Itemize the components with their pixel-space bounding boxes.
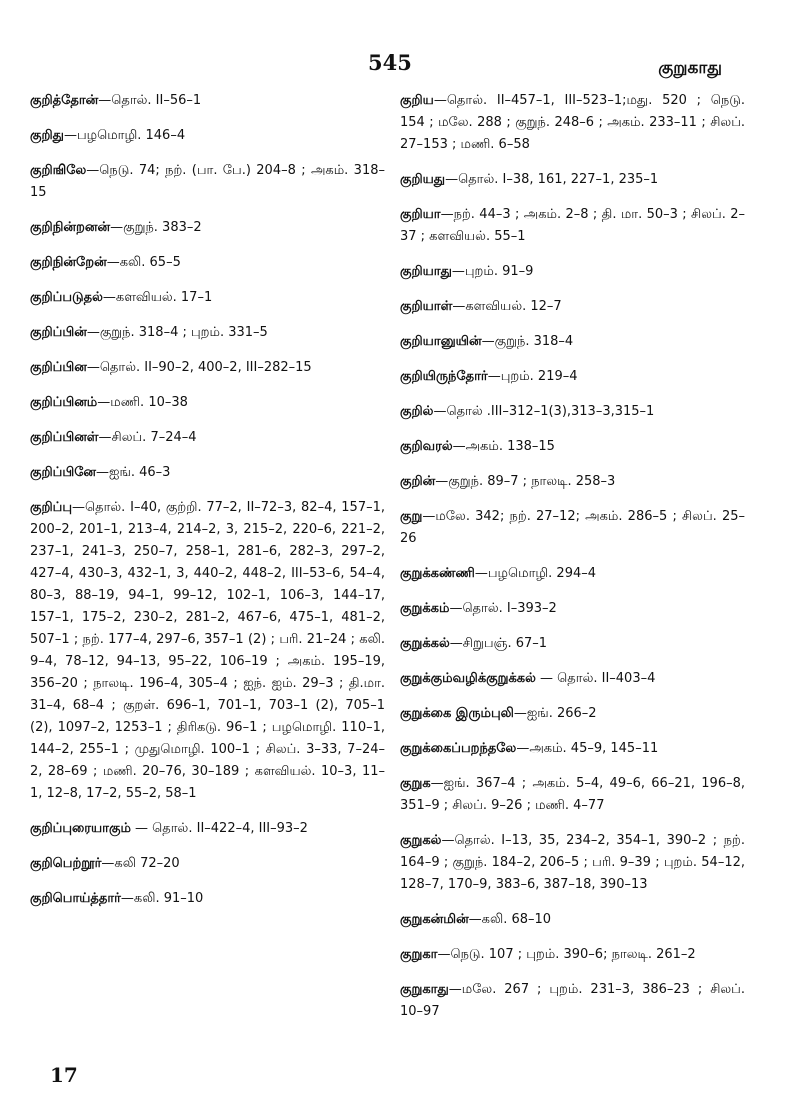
- entry-headword: குறுக்கும்வழிக்குறுக்கல்: [400, 671, 536, 686]
- entry-headword: குறுக்கல்: [400, 636, 450, 651]
- entry-headword: குறியிருந்தோர்: [400, 369, 488, 384]
- index-entry: [30, 90, 385, 112]
- index-entry: [30, 853, 385, 875]
- entry-headword: குறிய: [400, 93, 434, 108]
- index-entry: [400, 909, 745, 931]
- index-entry: [30, 287, 385, 309]
- index-entry: [400, 830, 745, 896]
- entry-headword: குறிநின்றனன்: [30, 220, 111, 235]
- entry-headword: குறுக்கம்: [400, 601, 450, 616]
- entry-references: —அகம். 138–15: [452, 439, 555, 454]
- entry-headword: குறிப்பு: [30, 500, 73, 515]
- index-entry: [400, 598, 745, 620]
- entry-references: —நெடு. 74; நற். (பா. பே.) 204–8 ; அகம். 318–15: [30, 163, 385, 200]
- index-entry: [400, 668, 745, 690]
- index-entry: [400, 169, 745, 191]
- index-entry: [400, 563, 745, 585]
- entry-headword: குறுக்கை இரும்புலி: [400, 706, 514, 721]
- entry-references: —குறுந். 318–4: [481, 334, 574, 349]
- index-entry: [30, 160, 385, 204]
- entry-headword: குறியது: [400, 172, 446, 187]
- index-entry: [400, 979, 745, 1023]
- entry-references: —குறுந். 318–4 ; புறம். 331–5: [86, 325, 268, 340]
- entry-headword: குறிது: [30, 128, 64, 143]
- entry-headword: குறுக: [400, 776, 431, 791]
- entry-references: —மலே. 267 ; புறம். 231–3, 386–23 ; சிலப். 10–97: [400, 982, 745, 1019]
- entry-headword: குறித்தோன்: [30, 93, 99, 108]
- entry-references: —குறுந். 383–2: [110, 220, 202, 235]
- index-entry: [30, 125, 385, 147]
- index-entry: [400, 703, 745, 725]
- entry-references: —அகம். 45–9, 145–11: [516, 741, 659, 756]
- right-column: [400, 90, 745, 1036]
- index-entry: [30, 818, 385, 840]
- entry-references: —புறம். 91–9: [451, 264, 534, 279]
- index-entry: [400, 506, 745, 550]
- entry-references: —தொல். I–13, 35, 234–2, 354–1, 390–2 ; நற். 164–9 ; குறுந். 184–2, 206–5 ; பரி. 9–39 ; புறம். 54–12, 128–7, 170–9, 383–6, 387–18, 390–13: [400, 833, 745, 892]
- page-number-bottom: 17: [50, 1063, 78, 1087]
- entry-references: —கலி. 68–10: [468, 912, 552, 927]
- entry-headword: குறில்: [400, 404, 434, 419]
- running-head: குறுகாது: [658, 58, 722, 78]
- entry-headword: குறிப்பினம்: [30, 395, 98, 410]
- entry-references: —கலி 72–20: [101, 856, 180, 871]
- entry-headword: குறுகாது: [400, 982, 449, 997]
- entry-references: —மணி. 10–38: [97, 395, 188, 410]
- index-entry: [30, 357, 385, 379]
- entry-headword: குறுக்கைப்பறந்தலே: [400, 741, 517, 756]
- entry-headword: குறிபொய்த்தார்: [30, 891, 121, 906]
- index-entry: [400, 471, 745, 493]
- entry-references: —தொல் .III–312–1(3),313–3,315–1: [433, 404, 655, 419]
- entry-headword: குறிவரல்: [400, 439, 453, 454]
- index-entry: [400, 401, 745, 423]
- entry-headword: குறியாள்: [400, 299, 453, 314]
- entry-headword: குறிப்பின: [30, 360, 87, 375]
- index-entry: [30, 322, 385, 344]
- entry-references: —கலி. 91–10: [120, 891, 204, 906]
- index-entry: [30, 252, 385, 274]
- entry-references: —தொல். I–38, 161, 227–1, 235–1: [445, 172, 659, 187]
- entry-references: — தொல். II–422–4, III–93–2: [130, 821, 308, 836]
- entry-headword: குறியானுயின்: [400, 334, 482, 349]
- index-entry: [400, 331, 745, 353]
- entry-headword: குறிப்படுதல்: [30, 290, 103, 305]
- index-entry: [400, 944, 745, 966]
- entry-references: —மலே. 342; நற். 27–12; அகம். 286–5 ; சிலப். 25–26: [400, 509, 745, 546]
- entry-headword: குறிபெற்றூர்: [30, 856, 102, 871]
- entry-headword: குறிப்பினே: [30, 465, 97, 480]
- entry-references: —ஐங். 266–2: [513, 706, 597, 721]
- entry-references: —நெடு. 107 ; புறம். 390–6; நாலடி. 261–2: [437, 947, 696, 962]
- entry-references: —களவியல். 12–7: [452, 299, 562, 314]
- entry-references: —கலி. 65–5: [106, 255, 181, 270]
- index-entry: [30, 497, 385, 805]
- entry-references: —புறம். 219–4: [487, 369, 578, 384]
- entry-headword: குறிஙிலே: [30, 163, 87, 178]
- entry-headword: குறுகா: [400, 947, 438, 962]
- index-entry: [400, 436, 745, 458]
- entry-headword: குறின்: [400, 474, 436, 489]
- entry-references: —பழமொழி. 294–4: [474, 566, 597, 581]
- index-entry: [30, 462, 385, 484]
- entry-references: — தொல். II–403–4: [535, 671, 656, 686]
- index-entry: [30, 217, 385, 239]
- entry-references: —சிலப். 7–24–4: [98, 430, 197, 445]
- entry-references: —பழமொழி. 146–4: [63, 128, 186, 143]
- entry-headword: குறு: [400, 509, 423, 524]
- index-entry: [400, 633, 745, 655]
- index-entry: [30, 427, 385, 449]
- index-entry: [30, 888, 385, 910]
- entry-headword: குறுக்கண்ணி: [400, 566, 475, 581]
- index-entry: [400, 738, 745, 760]
- entry-headword: குறிப்பின்: [30, 325, 87, 340]
- entry-references: —ஐங். 367–4 ; அகம். 5–4, 49–6, 66–21, 196–8, 351–9 ; சிலப். 9–26 ; மணி. 4–77: [400, 776, 745, 813]
- entry-references: —களவியல். 17–1: [102, 290, 213, 305]
- entry-references: —சிறுபஞ். 67–1: [449, 636, 548, 651]
- index-entry: [400, 261, 745, 283]
- entry-references: —தொல். II–90–2, 400–2, III–282–15: [86, 360, 312, 375]
- entry-headword: குறியாது: [400, 264, 452, 279]
- entry-headword: குறுகல்: [400, 833, 442, 848]
- index-entry: [30, 392, 385, 414]
- entry-references: —தொல். I–40, குற்றி. 77–2, II–72–3, 82–4, 157–1, 200–2, 201–1, 213–4, 214–2, 3, 215–2, 220–6, 221–2, 237–1, 241–3, 250–7, 258–1, 281–6, 282–3, 297–2, 427–4, 430–3, 432–1, 3, 440–2, 448–2, III–53–6, 54–4, 80–3, 88–19, 94–1, 99–12, 102–1, 106–3, 144–17, 157–1, 175–2, 230–2, 281–2, 467–6, 475–1, 481–2, 507–1 ; நற். 177–4, 297–6, 357–1 (2) ; பரி. 21–24 ; கலி. 9–4, 78–12, 94–13, 95–22, 106–19 ; அகம். 195–19, 356–20 ; நாலடி. 196–4, 305–4 ; ஐந். ஐம். 29–3 ; தி.மா. 31–4, 68–4 ; குறள். 696–1, 701–1, 703–1 (2), 705–1 (2), 1097–2, 1253–1 ; திரிகடு. 96–1 ; பழமொழி. 110–1, 144–2, 255–1 ; முதுமொழி. 100–1 ; சிலப். 3–33, 7–24–2, 28–69 ; மணி. 20–76, 30–189 ; களவியல். 10–3, 11–1, 12–8, 17–2, 55–2, 58–1: [30, 500, 385, 801]
- index-entry: [400, 366, 745, 388]
- index-entry: [400, 296, 745, 318]
- index-entry: [400, 90, 745, 156]
- entry-references: —ஐங். 46–3: [96, 465, 171, 480]
- index-entry: [400, 204, 745, 248]
- entry-references: —தொல். II–56–1: [98, 93, 202, 108]
- entry-references: —குறுந். 89–7 ; நாலடி. 258–3: [435, 474, 616, 489]
- entry-references: —நற். 44–3 ; அகம். 2–8 ; தி. மா. 50–3 ; சிலப். 2–37 ; களவியல். 55–1: [400, 207, 745, 244]
- index-entry: [400, 773, 745, 817]
- entry-headword: குறிநின்றேன்: [30, 255, 107, 270]
- entry-references: —தொல். II–457–1, III–523–1;மது. 520 ; நெடு. 154 ; மலே. 288 ; குறுந். 248–6 ; அகம். 233–11 ; சிலப். 27–153 ; மணி. 6–58: [400, 93, 745, 152]
- entry-headword: குறுகன்மின்: [400, 912, 469, 927]
- entry-headword: குறியா: [400, 207, 441, 222]
- entry-references: —தொல். I–393–2: [449, 601, 557, 616]
- page-number-top: 545: [368, 50, 412, 75]
- entry-headword: குறிப்பினள்: [30, 430, 99, 445]
- entry-headword: குறிப்புரையாகும்: [30, 821, 131, 836]
- left-column: [30, 90, 385, 923]
